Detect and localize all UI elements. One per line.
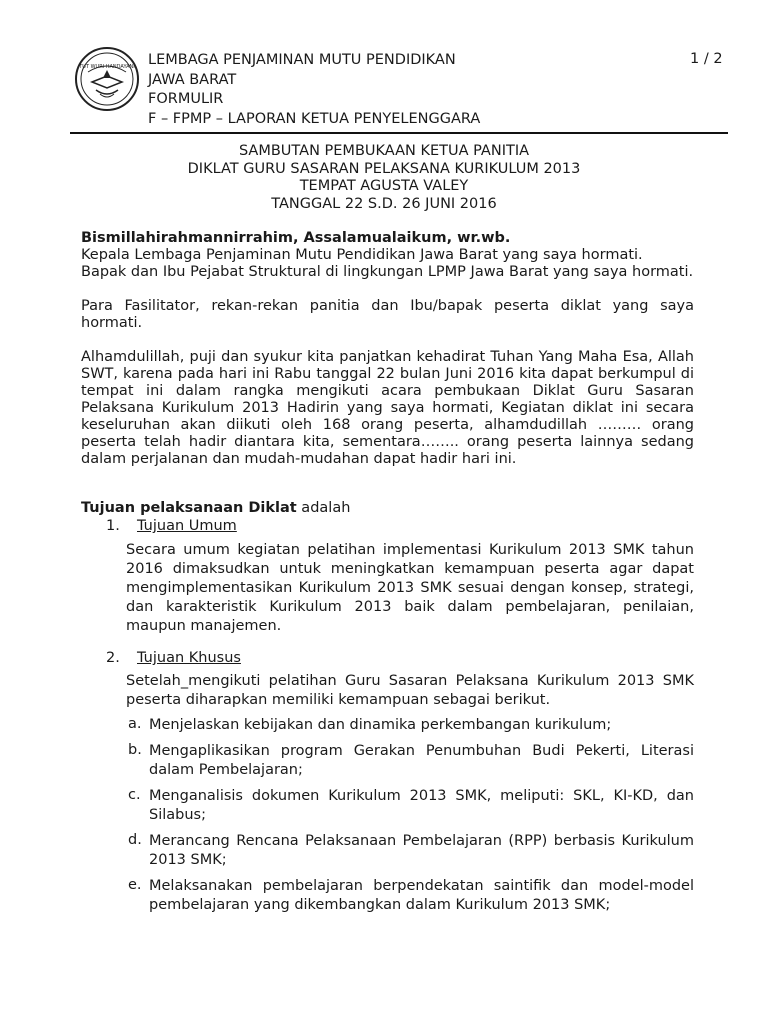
page-number: 1 / 2 bbox=[690, 51, 723, 67]
list-item: Merancang Rencana Pelaksanaan Pembelajaran (RPP) berbasis Kurikulum 2013 SMK; bbox=[149, 833, 694, 868]
list-item: Melaksanakan pembelajaran berpendekatan saintifik dan model-model pembelajaran yang dikembangkan dalam Kurikulum 2013 SMK; bbox=[149, 878, 694, 913]
tujuan-khusus-intro: Setelah_mengikuti pelatihan Guru Sasaran Pelaksana Kurikulum 2013 SMK peserta diharapkan memiliki kemampuan sebagai berikut. bbox=[126, 673, 694, 708]
list-item: Mengaplikasikan program Gerakan Penumbuhan Budi Pekerti, Literasi dalam Pembelajaran; bbox=[149, 743, 694, 778]
title-line-4: TANGGAL 22 S.D. 26 JUNI 2016 bbox=[271, 195, 497, 212]
list-item-letter: b. bbox=[128, 742, 142, 758]
list-item-letter: d. bbox=[128, 832, 142, 848]
list-item: Menganalisis dokumen Kurikulum 2013 SMK, meliputi: SKL, KI-KD, dan Silabus; bbox=[149, 788, 694, 823]
tujuan-heading-bold: Tujuan pelaksanaan Diklat bbox=[81, 500, 297, 516]
svg-text:TUT WURI HANDAYANI: TUT WURI HANDAYANI bbox=[79, 64, 135, 70]
tujuan-khusus-label: Tujuan Khusus bbox=[137, 650, 241, 666]
header-divider bbox=[70, 132, 728, 134]
greeting-kepala: Kepala Lembaga Penjaminan Mutu Pendidikan Jawa Barat yang saya hormati. bbox=[81, 247, 643, 263]
list-item-letter: a. bbox=[128, 716, 142, 732]
tut-wuri-handayani-logo bbox=[74, 46, 140, 112]
greeting-fasilitator: Para Fasilitator, rekan-rekan panitia dan Ibu/bapak peserta diklat yang saya hormati. bbox=[81, 298, 694, 331]
tujuan-umum-label: Tujuan Umum bbox=[137, 518, 237, 534]
list-item: Menjelaskan kebijakan dan dinamika perkembangan kurikulum; bbox=[149, 717, 612, 733]
institution-name-line1: LEMBAGA PENJAMINAN MUTU PENDIDIKAN bbox=[148, 52, 456, 68]
tujuan-heading-rest: adalah bbox=[296, 500, 351, 516]
tujuan-heading bbox=[81, 500, 694, 517]
tujuan-umum-number: 1. bbox=[106, 518, 120, 534]
greeting-pejabat: Bapak dan Ibu Pejabat Struktural di lingkungan LPMP Jawa Barat yang saya hormati. bbox=[81, 264, 694, 280]
title-line-1: SAMBUTAN PEMBUKAAN KETUA PANITIA bbox=[238, 143, 530, 159]
opening-paragraph: Alhamdulillah, puji dan syukur kita panjatkan kehadirat Tuhan Yang Maha Esa, Allah SWT, karena pada hari ini Rabu tanggal 22 bulan Juni 2016 kita dapat berkumpul di tempat ini dalam rangka mengikuti acara pembukaan Diklat Guru Sasaran Pelaksana Kurikulum 2013 Hadirin yang saya hormati, Kegiatan diklat ini secara keseluruhan akan diikuti oleh 168 orang peserta, alhamdudillah ……… orang peserta telah hadir diantara kita, sementara…….. orang peserta lainnya sedang dalam perjalanan dan mudah-mudahan dapat hadir hari ini. bbox=[81, 349, 694, 467]
tujuan-khusus-number: 2. bbox=[106, 650, 120, 666]
list-item-letter: c. bbox=[128, 787, 141, 803]
salutation: Bismillahirahmannirrahim, Assalamualaikum, wr.wb. bbox=[81, 230, 511, 246]
list-item-letter: e. bbox=[128, 877, 142, 893]
form-label: FORMULIR bbox=[148, 91, 224, 107]
title-line-2: DIKLAT GURU SASARAN PELAKSANA KURIKULUM 2013 bbox=[187, 160, 581, 177]
title-line-3: TEMPAT AGUSTA VALEY bbox=[299, 178, 469, 194]
institution-name-line2: JAWA BARAT bbox=[148, 71, 237, 88]
tujuan-umum-text: Secara umum kegiatan pelatihan implementasi Kurikulum 2013 SMK tahun 2016 dimaksudkan untuk meningkatkan kemampuan peserta agar dapat mengimplementasikan Kurikulum 2013 SMK sesuai dengan konsep, strategi, dan karakteristik Kurikulum 2013 baik dalam pembelajaran, penilaian, maupun manajemen. bbox=[126, 542, 694, 634]
form-code: F – FPMP – LAPORAN KETUA PENYELENGGARA bbox=[148, 110, 481, 127]
